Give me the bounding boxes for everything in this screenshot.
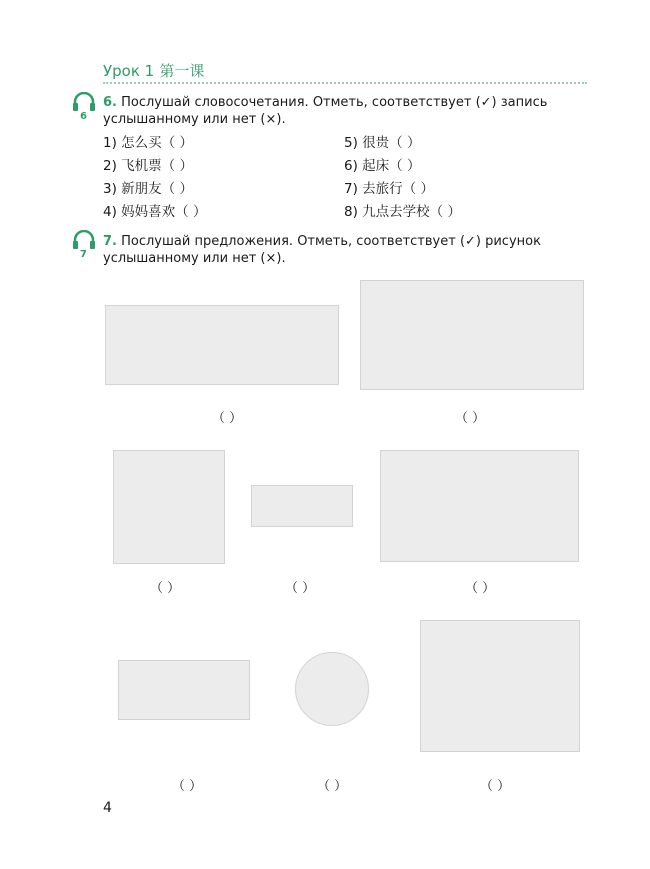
illustration-park [420,620,580,752]
headphones-icon [72,92,102,122]
page-number: 4 [103,800,112,816]
list-item[interactable]: 6) 起床（ ） [344,158,421,174]
exercise-7-instructions [103,233,588,267]
answer-paren[interactable]: （ ） [455,411,486,426]
illustration-market [380,450,579,562]
track-number: 6 [80,111,87,122]
lesson-header [103,60,587,84]
exercise-number: 6. [103,95,117,110]
answer-paren[interactable]: （ ） [212,411,243,426]
lesson-title-cn: 第一课 [159,62,205,80]
exercise-text: Послушай предложения. Отметь, соответствует (✓) рисунок услышанному или нет (×). [103,234,541,266]
illustration-teacher [113,450,225,564]
answer-paren[interactable]: （ ） [150,581,181,596]
illustration-family-dinner [105,305,339,385]
track-number: 7 [80,249,87,260]
list-item[interactable]: 7) 去旅行（ ） [344,181,434,197]
illustration-banknote [118,660,250,720]
exercise-number: 7. [103,234,117,249]
headphones-icon [72,230,102,260]
list-item[interactable]: 5) 很贵（ ） [344,135,421,151]
list-item[interactable]: 3) 新朋友（ ） [103,181,193,197]
exercise-text: Послушай словосочетания. Отметь, соответствует (✓) запись услышанному или нет (×). [103,95,548,127]
list-item[interactable]: 1) 怎么买（ ） [103,135,193,151]
exercise-6-instructions [103,94,588,128]
illustration-clock [295,652,369,726]
illustration-classroom [360,280,584,390]
list-item[interactable]: 2) 飞机票（ ） [103,158,193,174]
answer-paren[interactable]: （ ） [480,779,511,794]
answer-paren[interactable]: （ ） [285,581,316,596]
answer-paren[interactable]: （ ） [465,581,496,596]
lesson-title: Урок 1 [103,62,155,80]
list-item[interactable]: 8) 九点去学校（ ） [344,204,461,220]
answer-paren[interactable]: （ ） [172,779,203,794]
answer-paren[interactable]: （ ） [317,779,348,794]
exercise-6-items [103,131,588,218]
illustration-cups [251,485,353,527]
list-item[interactable]: 4) 妈妈喜欢（ ） [103,204,207,220]
